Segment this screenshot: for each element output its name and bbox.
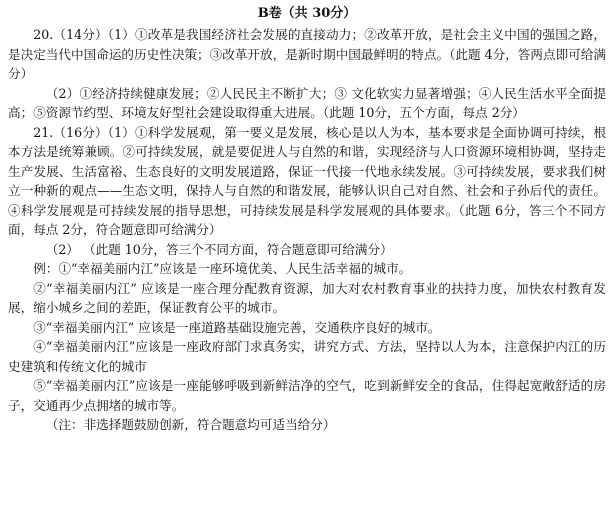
q21-item-2: ②“幸福美丽内江” 应该是一座合理分配教育资源，加大对农村教育事业的扶持力度，加快农村教育发展，缩小城乡之间的差距，保证教育公平的城市。 [8,280,606,315]
q21-example: 例：①“幸福美丽内江”应该是一座环境优美、人民生活幸福的城市。 [33,261,412,276]
answer-key-page [8,4,606,435]
section-title: B卷（共 30分） [257,6,357,21]
q20-part1: 20.（14分）（1）①改革是我国经济社会发展的直接动力；②改革开放，是社会主义中国的强国之路，是决定当代中国命运的历史性决策；③改革开放，是新时期中国最鲜明的特点。（此题 4分，答两点即可给满分） [8,27,606,81]
q21-item-4: ④“幸福美丽内江”应该是一座政府部门求真务实，讲究方式、方法，坚持以人为本，注意保护内江的历史建筑和传统文化的城市 [8,339,606,374]
q21-part2-intro: （2） （此题 10分，答三个不同方面，符合题意即可给满分） [45,241,393,257]
q21-item-3: ③“幸福美丽内江” 应该是一座道路基础设施完善，交通秩序良好的城市。 [33,319,441,335]
grading-note: （注：非选择题鼓励创新，符合题意均可适当给分） [45,417,336,432]
q20-part2: （2）①经济持续健康发展；②人民民主不断扩大；③ 文化软实力显著增强；④人民生活水平全面提高；⑤资源节约型、环境友好型社会建设取得重大进展。（此题 10分，五个方面，每点 2分） [8,85,606,120]
q21-item-5: ⑤“幸福美丽内江”应该是一座能够呼吸到新鲜洁净的空气，吃到新鲜安全的食品，住得起宽敞舒适的房子，交通再少点拥堵的城市等。 [8,378,606,413]
q21-part1: 21.（16分）（1）①科学发展观，第一要义是发展，核心是以人为本，基本要求是全面协调可持续，根本方法是统筹兼顾。②可持续发展，就是要促进人与自然的和谐，实现经济与人口资源环境相协调，坚持走生产发展、生活富裕、生态良好的文明发展道路，保证一代接一代地永续发展。③可持续发展，要求我们树立一种新的观点——生态文明，保持人与自然的和谐发展，能够认识自己对自然、社会和子孙后代的责任。④科学发展观是可持续发展的指导思想，可持续发展是科学发展观的具体要求。（此题 6分，答三个不同方面，每点 2分，符合题意即可给满分） [8,124,606,237]
